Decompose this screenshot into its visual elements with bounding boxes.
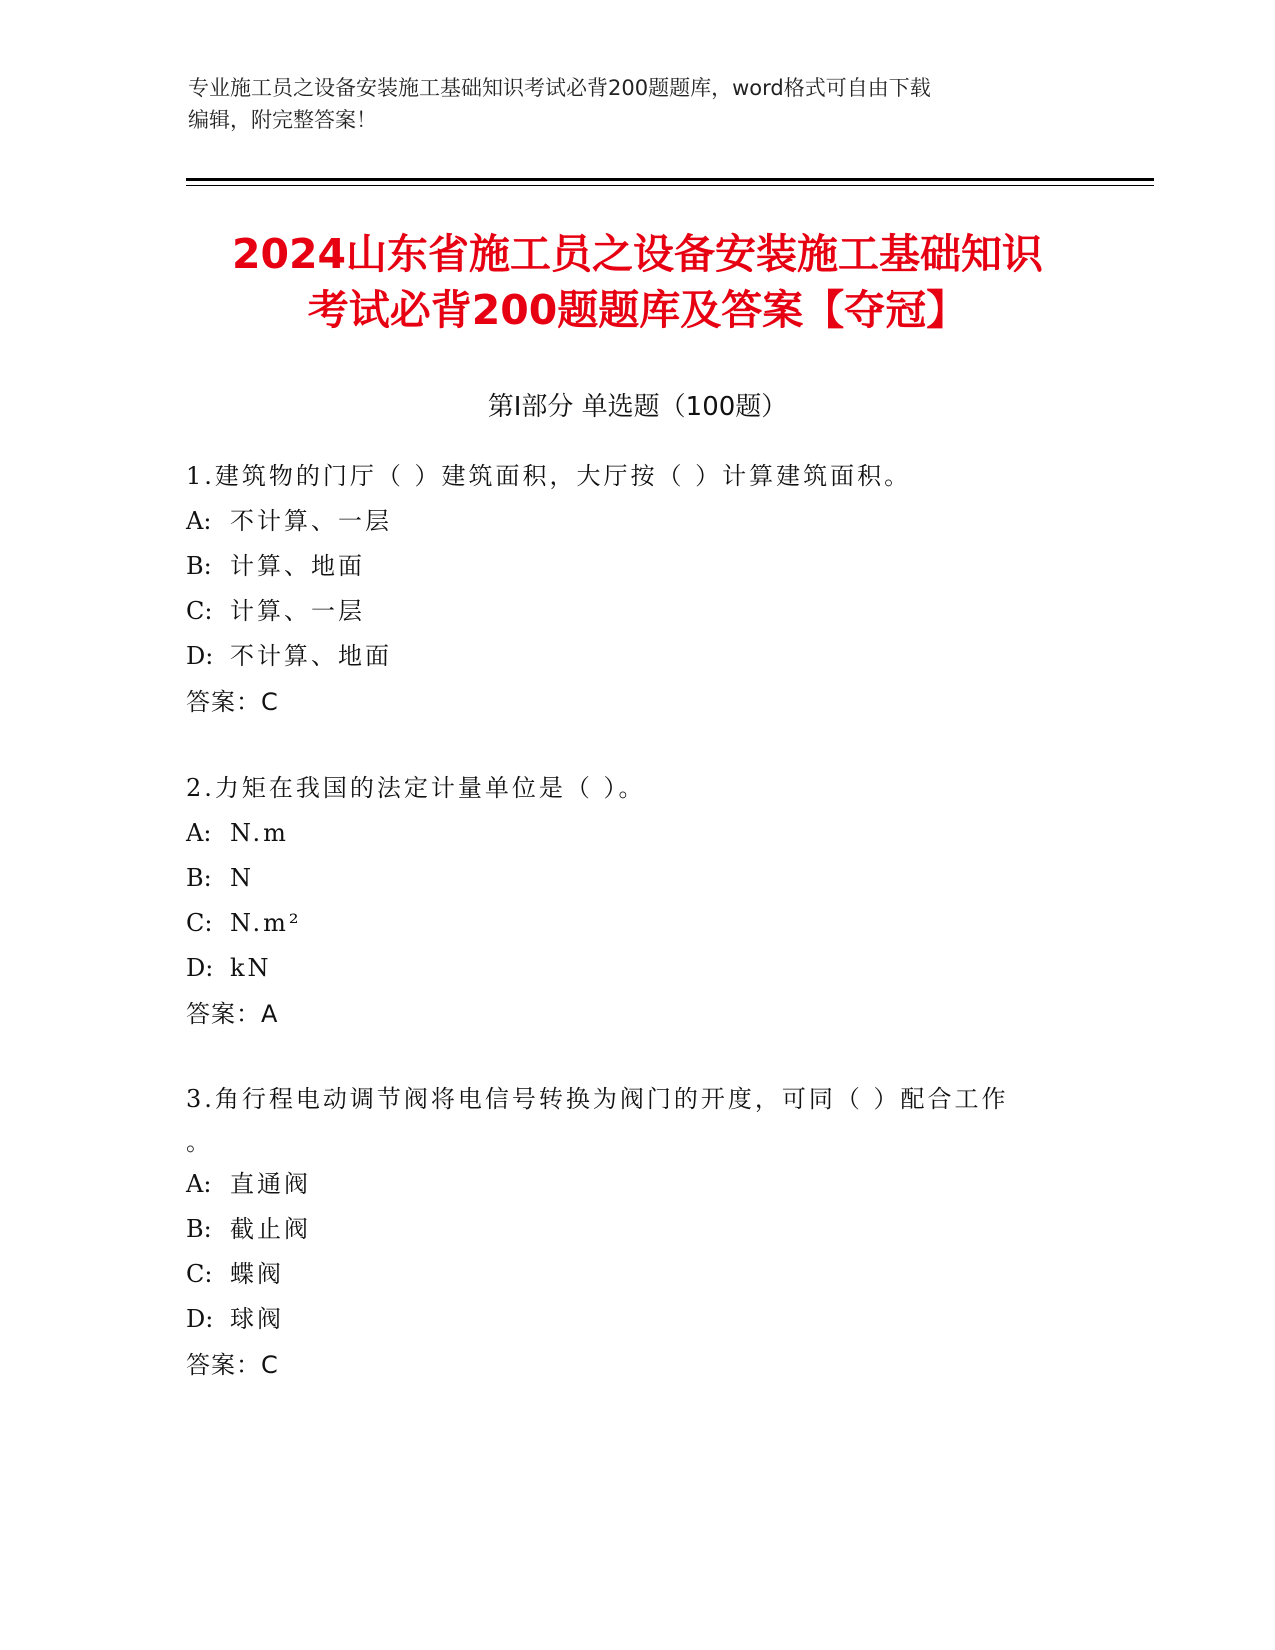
option-text: kN xyxy=(230,954,272,982)
option-text: N xyxy=(230,864,254,892)
question-stem: 2.力矩在我国的法定计量单位是（ ）。 xyxy=(186,774,646,802)
option-d xyxy=(186,634,1086,679)
option-text: N.m xyxy=(230,819,289,847)
question-stem: 3.角行程电动调节阀将电信号转换为阀门的开度，可同（ ）配合工作 xyxy=(186,1085,1009,1113)
header-rule-thick xyxy=(186,178,1154,181)
option-letter: C: xyxy=(186,909,213,937)
header-note-line-1: 专业施工员之设备安装施工基础知识考试必背200题题库，word格式可自由下载 xyxy=(188,76,931,100)
section-heading: 第I部分 单选题（100题） xyxy=(487,392,788,422)
option-a xyxy=(186,499,1086,544)
option-letter: D: xyxy=(186,642,214,670)
option-letter: B: xyxy=(186,1215,212,1243)
answer-line: 答案：C xyxy=(186,1351,279,1379)
header-note xyxy=(188,72,1068,136)
option-c xyxy=(186,589,1086,634)
document-title-line-2: 考试必背200题题库及答案【夺冠】 xyxy=(307,286,968,334)
option-b xyxy=(186,544,1086,589)
option-letter: B: xyxy=(186,864,212,892)
option-text: 不计算、地面 xyxy=(230,642,392,670)
option-letter: C: xyxy=(186,597,213,625)
header-rule-thin xyxy=(186,185,1154,186)
option-d xyxy=(186,1297,1086,1342)
option-c xyxy=(186,901,1086,946)
option-text: 不计算、一层 xyxy=(230,507,392,535)
option-text: 球阀 xyxy=(230,1305,284,1333)
option-b xyxy=(186,856,1086,901)
document-title-line-1: 2024山东省施工员之设备安装施工基础知识 xyxy=(231,230,1044,278)
header-note-line-2: 编辑，附完整答案！ xyxy=(188,108,377,132)
question-1 xyxy=(186,453,1086,725)
option-text: 计算、地面 xyxy=(230,552,365,580)
option-letter: D: xyxy=(186,954,214,982)
option-letter: B: xyxy=(186,552,212,580)
option-b xyxy=(186,1207,1086,1252)
option-letter: A: xyxy=(186,819,212,847)
answer-line: 答案：A xyxy=(186,1000,279,1028)
option-a xyxy=(186,811,1086,856)
question-3 xyxy=(186,1076,1086,1388)
question-stem: 1.建筑物的门厅（ ）建筑面积，大厅按（ ）计算建筑面积。 xyxy=(186,462,912,490)
option-c xyxy=(186,1252,1086,1297)
answer-line: 答案：C xyxy=(186,688,279,716)
document-title xyxy=(150,226,1125,338)
question-stem-continuation: 。 xyxy=(186,1128,213,1156)
option-letter: C: xyxy=(186,1260,213,1288)
option-letter: D: xyxy=(186,1305,214,1333)
option-letter: A: xyxy=(186,507,212,535)
option-text: 蝶阀 xyxy=(230,1260,284,1288)
option-d xyxy=(186,946,1086,991)
option-text: 计算、一层 xyxy=(230,597,365,625)
option-letter: A: xyxy=(186,1170,212,1198)
option-text: 截止阀 xyxy=(230,1215,311,1243)
question-2 xyxy=(186,765,1086,1037)
option-a xyxy=(186,1162,1086,1207)
option-text: N.m² xyxy=(230,909,302,937)
option-text: 直通阀 xyxy=(230,1170,311,1198)
